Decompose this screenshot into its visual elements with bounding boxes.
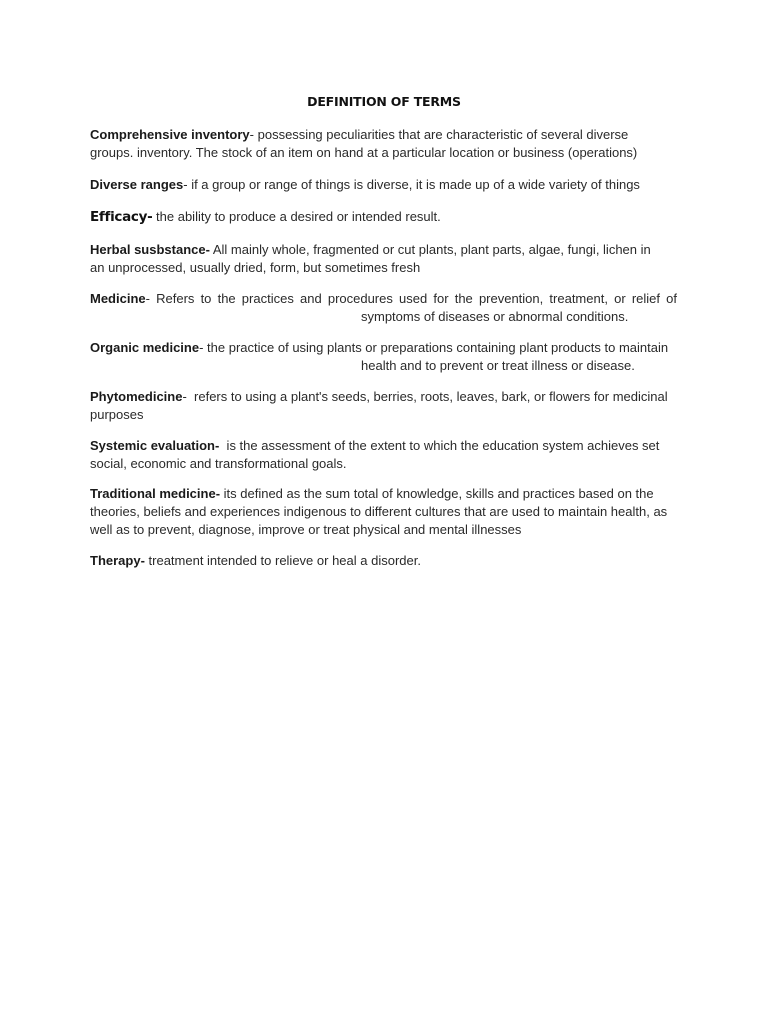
definition-text: social, economic and transformational goals. (90, 456, 347, 471)
definition-term: Systemic evaluation- (90, 438, 220, 453)
term-separator: - (145, 291, 150, 306)
definition-phytomedicine (90, 388, 677, 424)
definition-line (90, 552, 677, 570)
term-separator: - (199, 340, 204, 355)
definition-term: Organic medicine (90, 340, 200, 355)
definition-text: refers to using a plant's seeds, berries, roots, leaves, bark, or flowers for medicinal (186, 389, 668, 404)
definition-term: Medicine (90, 291, 146, 306)
definition-comprehensive-inventory (90, 126, 677, 162)
definition-term: Therapy- (90, 553, 145, 568)
definition-text: an unprocessed, usually dried, form, but sometimes fresh (90, 260, 421, 275)
definition-text: theories, beliefs and experiences indigenous to different cultures that are used to maintain health, as (90, 504, 668, 519)
term-separator: - (183, 177, 188, 192)
definition-term: Diverse ranges (90, 177, 184, 192)
definition-term: Herbal susbstance- (90, 242, 210, 257)
definition-text: All mainly whole, fragmented or cut plants, plant parts, algae, fungi, lichen in (209, 242, 651, 257)
definition-herbal-substance (90, 241, 677, 277)
definition-text: treatment intended to relieve or heal a disorder. (144, 553, 421, 568)
definition-efficacy (90, 208, 677, 226)
definition-line (90, 437, 677, 455)
definition-text: purposes (90, 407, 144, 422)
definition-line (90, 485, 677, 503)
definition-term: Efficacy- (90, 209, 153, 225)
definition-text: health and to prevent or treat illness or disease. (361, 358, 635, 373)
page-title: DEFINITION OF TERMS (307, 94, 461, 109)
definition-text: the practice of using plants or preparations containing plant products to maintain (203, 340, 669, 355)
definition-line (90, 388, 677, 406)
term-separator: - (249, 127, 254, 142)
definition-text: Refers to the practices and procedures used for the prevention, treatment, or relief of (149, 291, 677, 306)
definition-line (90, 126, 677, 144)
term-separator: - (182, 389, 187, 404)
definition-line (90, 241, 677, 259)
definition-line (90, 176, 677, 194)
definition-text: its defined as the sum total of knowledge, skills and practices based on the (220, 486, 654, 501)
definition-text: if a group or range of things is diverse, it is made up of a wide variety of things (187, 177, 640, 192)
definition-line (90, 339, 677, 357)
definition-text: symptoms of diseases or abnormal conditions. (361, 309, 629, 324)
definition-text: is the assessment of the extent to which the education system achieves set (219, 438, 660, 453)
definition-traditional-medicine (90, 485, 677, 539)
definition-organic-medicine (90, 339, 677, 375)
definition-text: possessing peculiarities that are characteristic of several diverse (254, 127, 629, 142)
definition-term: Traditional medicine- (90, 486, 221, 501)
definition-diverse-ranges (90, 176, 677, 194)
definition-text: the ability to produce a desired or intended result. (152, 209, 441, 224)
definition-line (90, 290, 677, 308)
definition-term: Phytomedicine (90, 389, 183, 404)
definition-text: well as to prevent, diagnose, improve or treat physical and mental illnesses (90, 522, 522, 537)
definition-text: groups. inventory. The stock of an item on hand at a particular location or business (operations) (90, 145, 638, 160)
definition-term: Comprehensive inventory (90, 127, 250, 142)
definition-medicine (90, 290, 677, 326)
definition-systemic-evaluation (90, 437, 677, 473)
definition-line (90, 208, 677, 226)
definition-therapy (90, 552, 677, 570)
